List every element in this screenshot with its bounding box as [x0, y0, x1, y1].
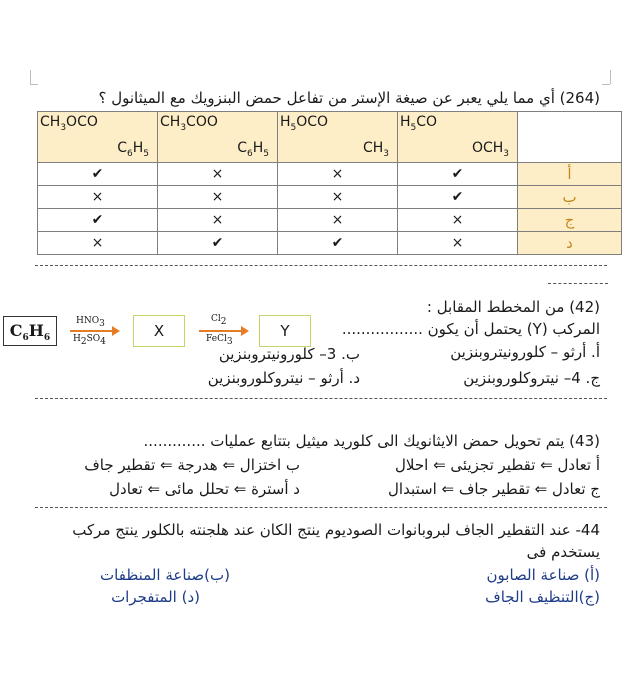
- reagent-fecl3: FeCl$_3$: [206, 334, 233, 347]
- header-3-top: $H_5OCO$: [280, 114, 329, 133]
- header-cell-4: [398, 112, 518, 163]
- q44-option-b: (ب)صناعة المنظفات: [100, 566, 230, 584]
- divider-short: [548, 283, 608, 284]
- row-label: ج: [518, 209, 622, 232]
- q43-option-b: ب اختزال ⇐ هدرجة ⇐ تقطير جاف: [84, 456, 300, 474]
- reagent-cl2: $Cl_2$: [211, 314, 227, 327]
- divider: [35, 398, 607, 399]
- mark-cell: ×: [278, 209, 398, 232]
- mark-cell: ✔: [38, 163, 158, 186]
- divider: [35, 265, 607, 266]
- q42-option-b: ب. 3– كلورونيتروبنزين: [218, 345, 360, 363]
- q43-option-a: أ تعادل ⇐ تقطير تجزيئى ⇐ احلال: [395, 456, 600, 474]
- row-label: أ: [518, 163, 622, 186]
- header-cell-1: [38, 112, 158, 163]
- mark-cell: ×: [158, 209, 278, 232]
- q42-option-d: د. أرثو – نيتروكلوروبنزين: [207, 369, 360, 387]
- crop-corner-top-left: [30, 70, 31, 84]
- header-4-top: $H_5CO$: [400, 114, 438, 133]
- divider: [35, 507, 607, 508]
- crop-corner-top-right: [610, 70, 611, 84]
- q43-option-d: د أسترة ⇐ تحلل مائى ⇐ تعادل: [109, 480, 300, 498]
- header-1-top: $CH_3OCO$: [40, 114, 98, 133]
- mark-cell: ✔: [398, 163, 518, 186]
- mark-cell: ✔: [278, 232, 398, 255]
- table-row: [38, 209, 622, 232]
- mark-cell: ×: [278, 163, 398, 186]
- mark-cell: ×: [278, 186, 398, 209]
- scheme-compound-y: Y: [259, 315, 311, 347]
- table-row: [38, 232, 622, 255]
- reaction-arrow-2: [199, 330, 247, 332]
- table-row: [38, 163, 622, 186]
- scheme-compound-x: X: [133, 315, 185, 347]
- header-2-bottom: $C_6H_5$: [237, 140, 269, 159]
- table-row: [38, 186, 622, 209]
- question-42-line1: (42) من المخطط المقابل :: [426, 298, 600, 316]
- question-264-text: (264) أي مما يلي يعبر عن صيغة الإستر من تفاعل حمض البنزويك مع الميثانول ؟: [98, 89, 600, 107]
- row-label: ب: [518, 186, 622, 209]
- crop-corner-top-left-h: [30, 84, 38, 85]
- header-1-bottom: $C_6H_5$: [117, 140, 149, 159]
- header-blank-cell: [518, 112, 622, 163]
- mark-cell: ×: [38, 232, 158, 255]
- crop-corner-top-right-h: [602, 84, 610, 85]
- mark-cell: ✔: [398, 186, 518, 209]
- scheme-start-benzene: $C_6H_6$: [3, 316, 57, 346]
- mark-cell: ×: [398, 232, 518, 255]
- mark-cell: ×: [158, 186, 278, 209]
- mark-cell: ✔: [38, 209, 158, 232]
- q42-option-c: ج. 4– نيتروكلوروبنزين: [463, 369, 600, 387]
- header-4-bottom: $OCH_3$: [471, 140, 509, 159]
- mark-cell: ✔: [158, 232, 278, 255]
- q44-option-d: (د) المتفجرات: [111, 588, 200, 606]
- question-44-text: 44- عند التقطير الجاف لبروبانوات الصوديوم ينتج الكان عند هلجنته بالكلور ينتج مركب يستخدم فى: [72, 521, 600, 561]
- q42-option-a: أ. أرثو – كلورونيتروبنزين: [450, 343, 600, 361]
- header-2-top: $CH_3COO$: [160, 114, 218, 133]
- question-42-text: [300, 296, 600, 340]
- q43-option-c: ج تعادل ⇐ تقطير جاف ⇐ استبدال: [388, 480, 600, 498]
- question-43-text: (43) يتم تحويل حمض الايثانويك الى كلوريد ميثيل بتتابع عمليات .............: [143, 432, 600, 450]
- header-3-bottom: $CH_3$: [362, 140, 389, 159]
- row-label: د: [518, 232, 622, 255]
- mark-cell: ×: [398, 209, 518, 232]
- reagent-h2so4: $H_2SO_4$: [73, 334, 106, 347]
- header-cell-3: [278, 112, 398, 163]
- reagent-hno3: $HNO_3$: [76, 316, 105, 329]
- mark-cell: ×: [158, 163, 278, 186]
- q44-option-a: (أ) صناعة الصابون: [486, 566, 600, 584]
- header-cell-2: [158, 112, 278, 163]
- answer-table: [37, 111, 622, 255]
- mark-cell: ×: [38, 186, 158, 209]
- question-42-line2: المركب (Y) يحتمل أن يكون .................: [341, 320, 600, 338]
- reaction-arrow-1: [70, 330, 118, 332]
- q44-option-c: (ج)التنظيف الجاف: [485, 588, 600, 606]
